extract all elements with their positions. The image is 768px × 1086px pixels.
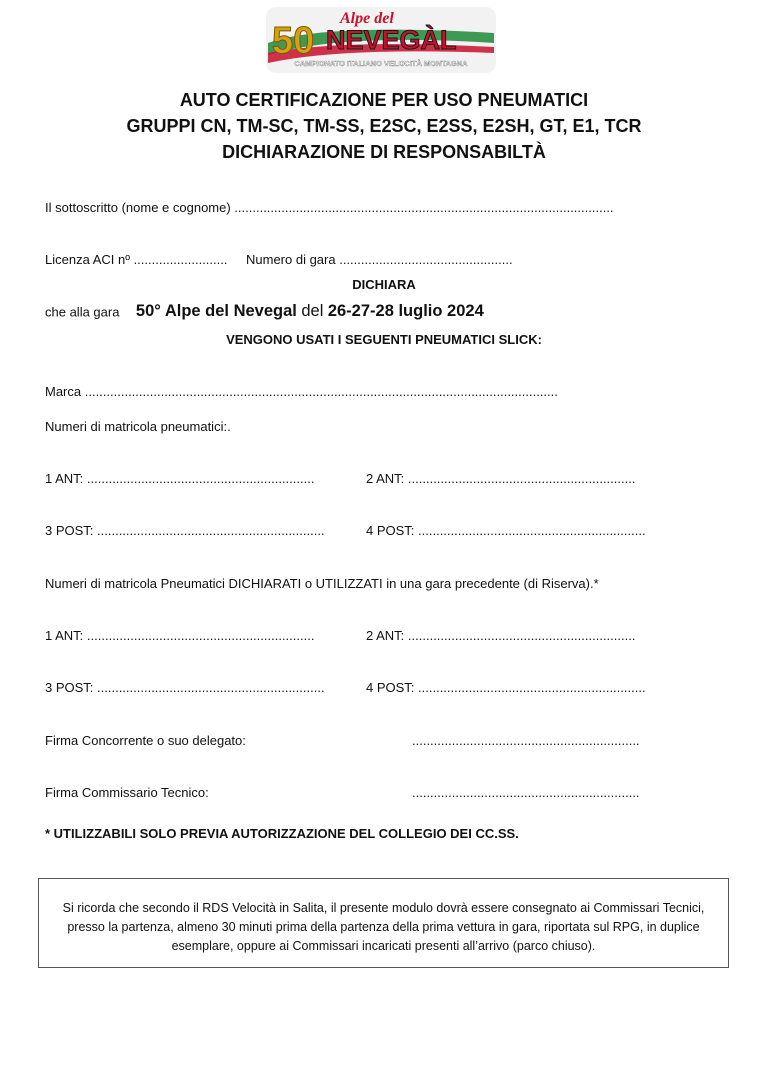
race-prefix: che alla gara <box>45 304 120 320</box>
post3-field[interactable]: 3 POST: ............................................................... <box>45 523 325 538</box>
license-field[interactable]: Licenza ACI nº .......................... <box>45 252 228 267</box>
undersigned-field[interactable]: Il sottoscritto (nome e cognome) ......................................................................................................... <box>45 200 614 215</box>
competitor-signature-line[interactable]: ............................................................... <box>412 733 640 748</box>
ant2-field[interactable]: 2 ANT: ............................................................... <box>366 471 636 486</box>
logo-name: NEVEGÀL <box>326 25 457 55</box>
race-name: 50° Alpe del Nevegal <box>135 302 297 320</box>
post4-reserve-field[interactable]: 4 POST: ............................................................... <box>366 680 646 695</box>
event-logo <box>262 3 500 77</box>
title-line-3: DICHIARAZIONE DI RESPONSABILTÀ <box>222 142 546 162</box>
technical-signature-label: Firma Commissario Tecnico: <box>45 785 209 800</box>
logo-number: 50 <box>272 20 315 62</box>
logo-tagline: CAMPIONATO ITALIANO VELOCITÀ MONTAGNA <box>294 59 468 68</box>
race-number-field[interactable]: Numero di gara ................................................ <box>246 252 513 267</box>
post3-reserve-field[interactable]: 3 POST: ............................................................... <box>45 680 325 695</box>
race-line <box>45 302 484 321</box>
reserve-label: Numeri di matricola Pneumatici DICHIARATI o UTILIZZATI in una gara precedente (di Riserva).* <box>45 576 599 591</box>
race-dates: 26-27-28 luglio 2024 <box>327 302 484 320</box>
matricola-label: Numeri di matricola pneumatici:. <box>45 419 231 434</box>
slick-heading: VENGONO USATI I SEGUENTI PNEUMATICI SLICK: <box>226 332 542 347</box>
technical-signature-line[interactable]: ............................................................... <box>412 785 640 800</box>
post4-field[interactable]: 4 POST: ............................................................... <box>366 523 646 538</box>
ant2-reserve-field[interactable]: 2 ANT: ............................................................... <box>366 628 636 643</box>
competitor-signature-label: Firma Concorrente o suo delegato: <box>45 733 246 748</box>
dichiara-heading: DICHIARA <box>352 277 416 292</box>
race-del: del <box>301 302 324 320</box>
notice-text: Si ricorda che secondo il RDS Velocità in Salita, il presente modulo dovrà essere consegnato ai Commissari Tecnici, presso la partenza, almeno 30 minuti prima della partenza della prima vettura in gara, riportata sul RPG, in duplice esemplare, oppure ai Commissari incaricati presenti all’arrivo (parco chiuso). <box>62 901 705 953</box>
title-line-1: AUTO CERTIFICAZIONE PER USO PNEUMATICI <box>179 90 589 110</box>
ant1-reserve-field[interactable]: 1 ANT: ............................................................... <box>45 628 315 643</box>
ant1-field[interactable]: 1 ANT: ............................................................... <box>45 471 315 486</box>
brand-field[interactable]: Marca ................................................................................................................................... <box>45 384 558 399</box>
logo-script: Alpe del <box>340 10 394 27</box>
notice-box <box>38 878 729 968</box>
title-line-2: GRUPPI CN, TM-SC, TM-SS, E2SC, E2SS, E2SH, GT, E1, TCR <box>126 116 642 136</box>
footnote: * UTILIZZABILI SOLO PREVIA AUTORIZZAZIONE DEL COLLEGIO DEI CC.SS. <box>45 826 519 841</box>
